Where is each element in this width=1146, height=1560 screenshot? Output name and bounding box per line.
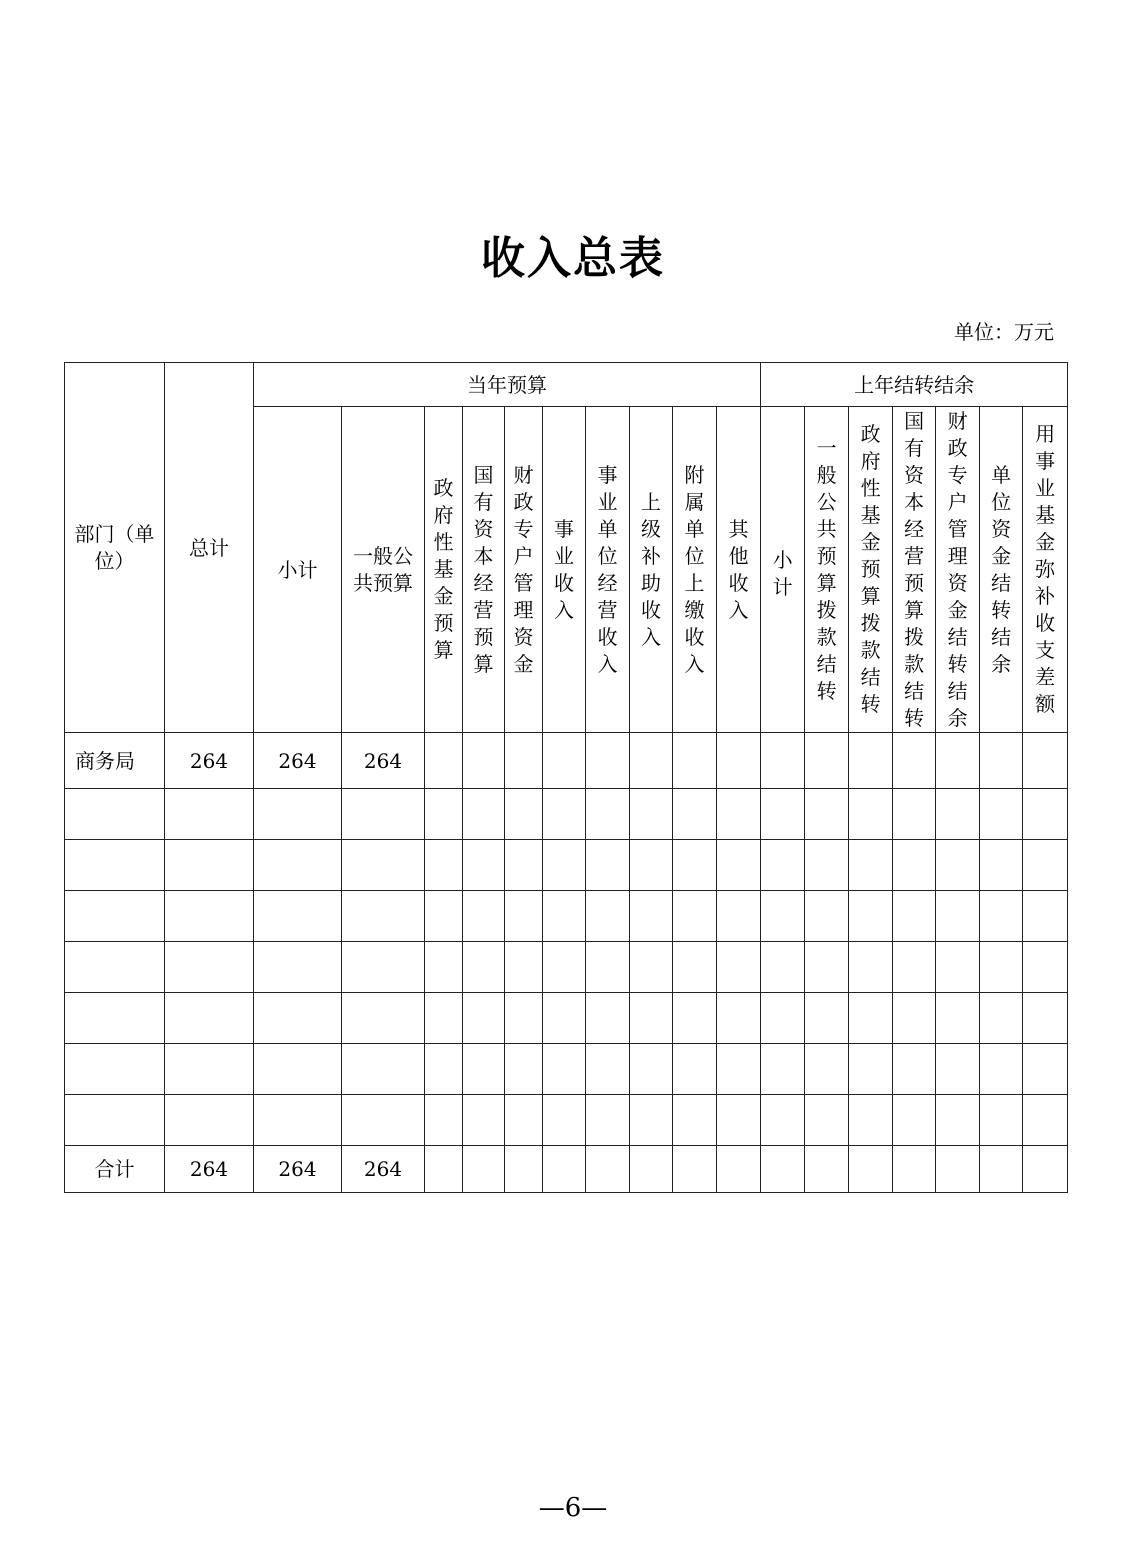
header-current-other-income: 其他收入 (717, 407, 761, 733)
header-current-operating-income: 事业单位经营收入 (586, 407, 630, 733)
total-total: 264 (165, 1146, 254, 1193)
page-number: —6— (538, 1493, 608, 1523)
total-subtotal: 264 (254, 1146, 342, 1193)
header-current-general: 一般公共预算 (342, 407, 425, 733)
header-total: 总计 (165, 363, 254, 733)
row-dept: 商务局 (65, 733, 165, 789)
header-current-gov-fund: 政府性基金预算 (425, 407, 463, 733)
table-row (65, 1095, 1068, 1146)
table-row (65, 942, 1068, 993)
header-current-special-account: 财政专户管理资金 (505, 407, 543, 733)
header-last-gov-fund: 政府性基金预算拨款结转 (849, 407, 893, 733)
row-total: 264 (165, 733, 254, 789)
table-row (65, 993, 1068, 1044)
header-dept: 部门（单位） (65, 363, 165, 733)
total-general: 264 (342, 1146, 425, 1193)
header-current-year: 当年预算 (254, 363, 761, 407)
header-last-subtotal: 小计 (761, 407, 805, 733)
income-summary-table (64, 362, 1068, 1193)
header-last-fund-offset: 用事业基金弥补收支差额 (1023, 407, 1068, 733)
row-subtotal: 264 (254, 733, 342, 789)
table-row (65, 733, 1068, 789)
header-last-unit-funds: 单位资金结转结余 (980, 407, 1023, 733)
header-last-year: 上年结转结余 (761, 363, 1068, 407)
table-row (65, 1044, 1068, 1095)
table-row (65, 789, 1068, 840)
header-current-superior-subsidy: 上级补助收入 (630, 407, 673, 733)
total-row (65, 1146, 1068, 1193)
table-row (65, 840, 1068, 891)
total-label: 合计 (65, 1146, 165, 1193)
row-general: 264 (342, 733, 425, 789)
header-current-affiliated-payment: 附属单位上缴收入 (673, 407, 717, 733)
page-title: 收入总表 (481, 233, 665, 284)
header-last-general: 一般公共预算拨款结转 (805, 407, 849, 733)
unit-label: 单位：万元 (954, 320, 1054, 344)
table-row (65, 891, 1068, 942)
header-current-subtotal: 小计 (254, 407, 342, 733)
header-current-state-capital: 国有资本经营预算 (463, 407, 505, 733)
header-current-business-income: 事业收入 (543, 407, 586, 733)
header-last-special-account: 财政专户管理资金结转结余 (936, 407, 980, 733)
header-last-state-capital: 国有资本经营预算拨款结转 (893, 407, 936, 733)
